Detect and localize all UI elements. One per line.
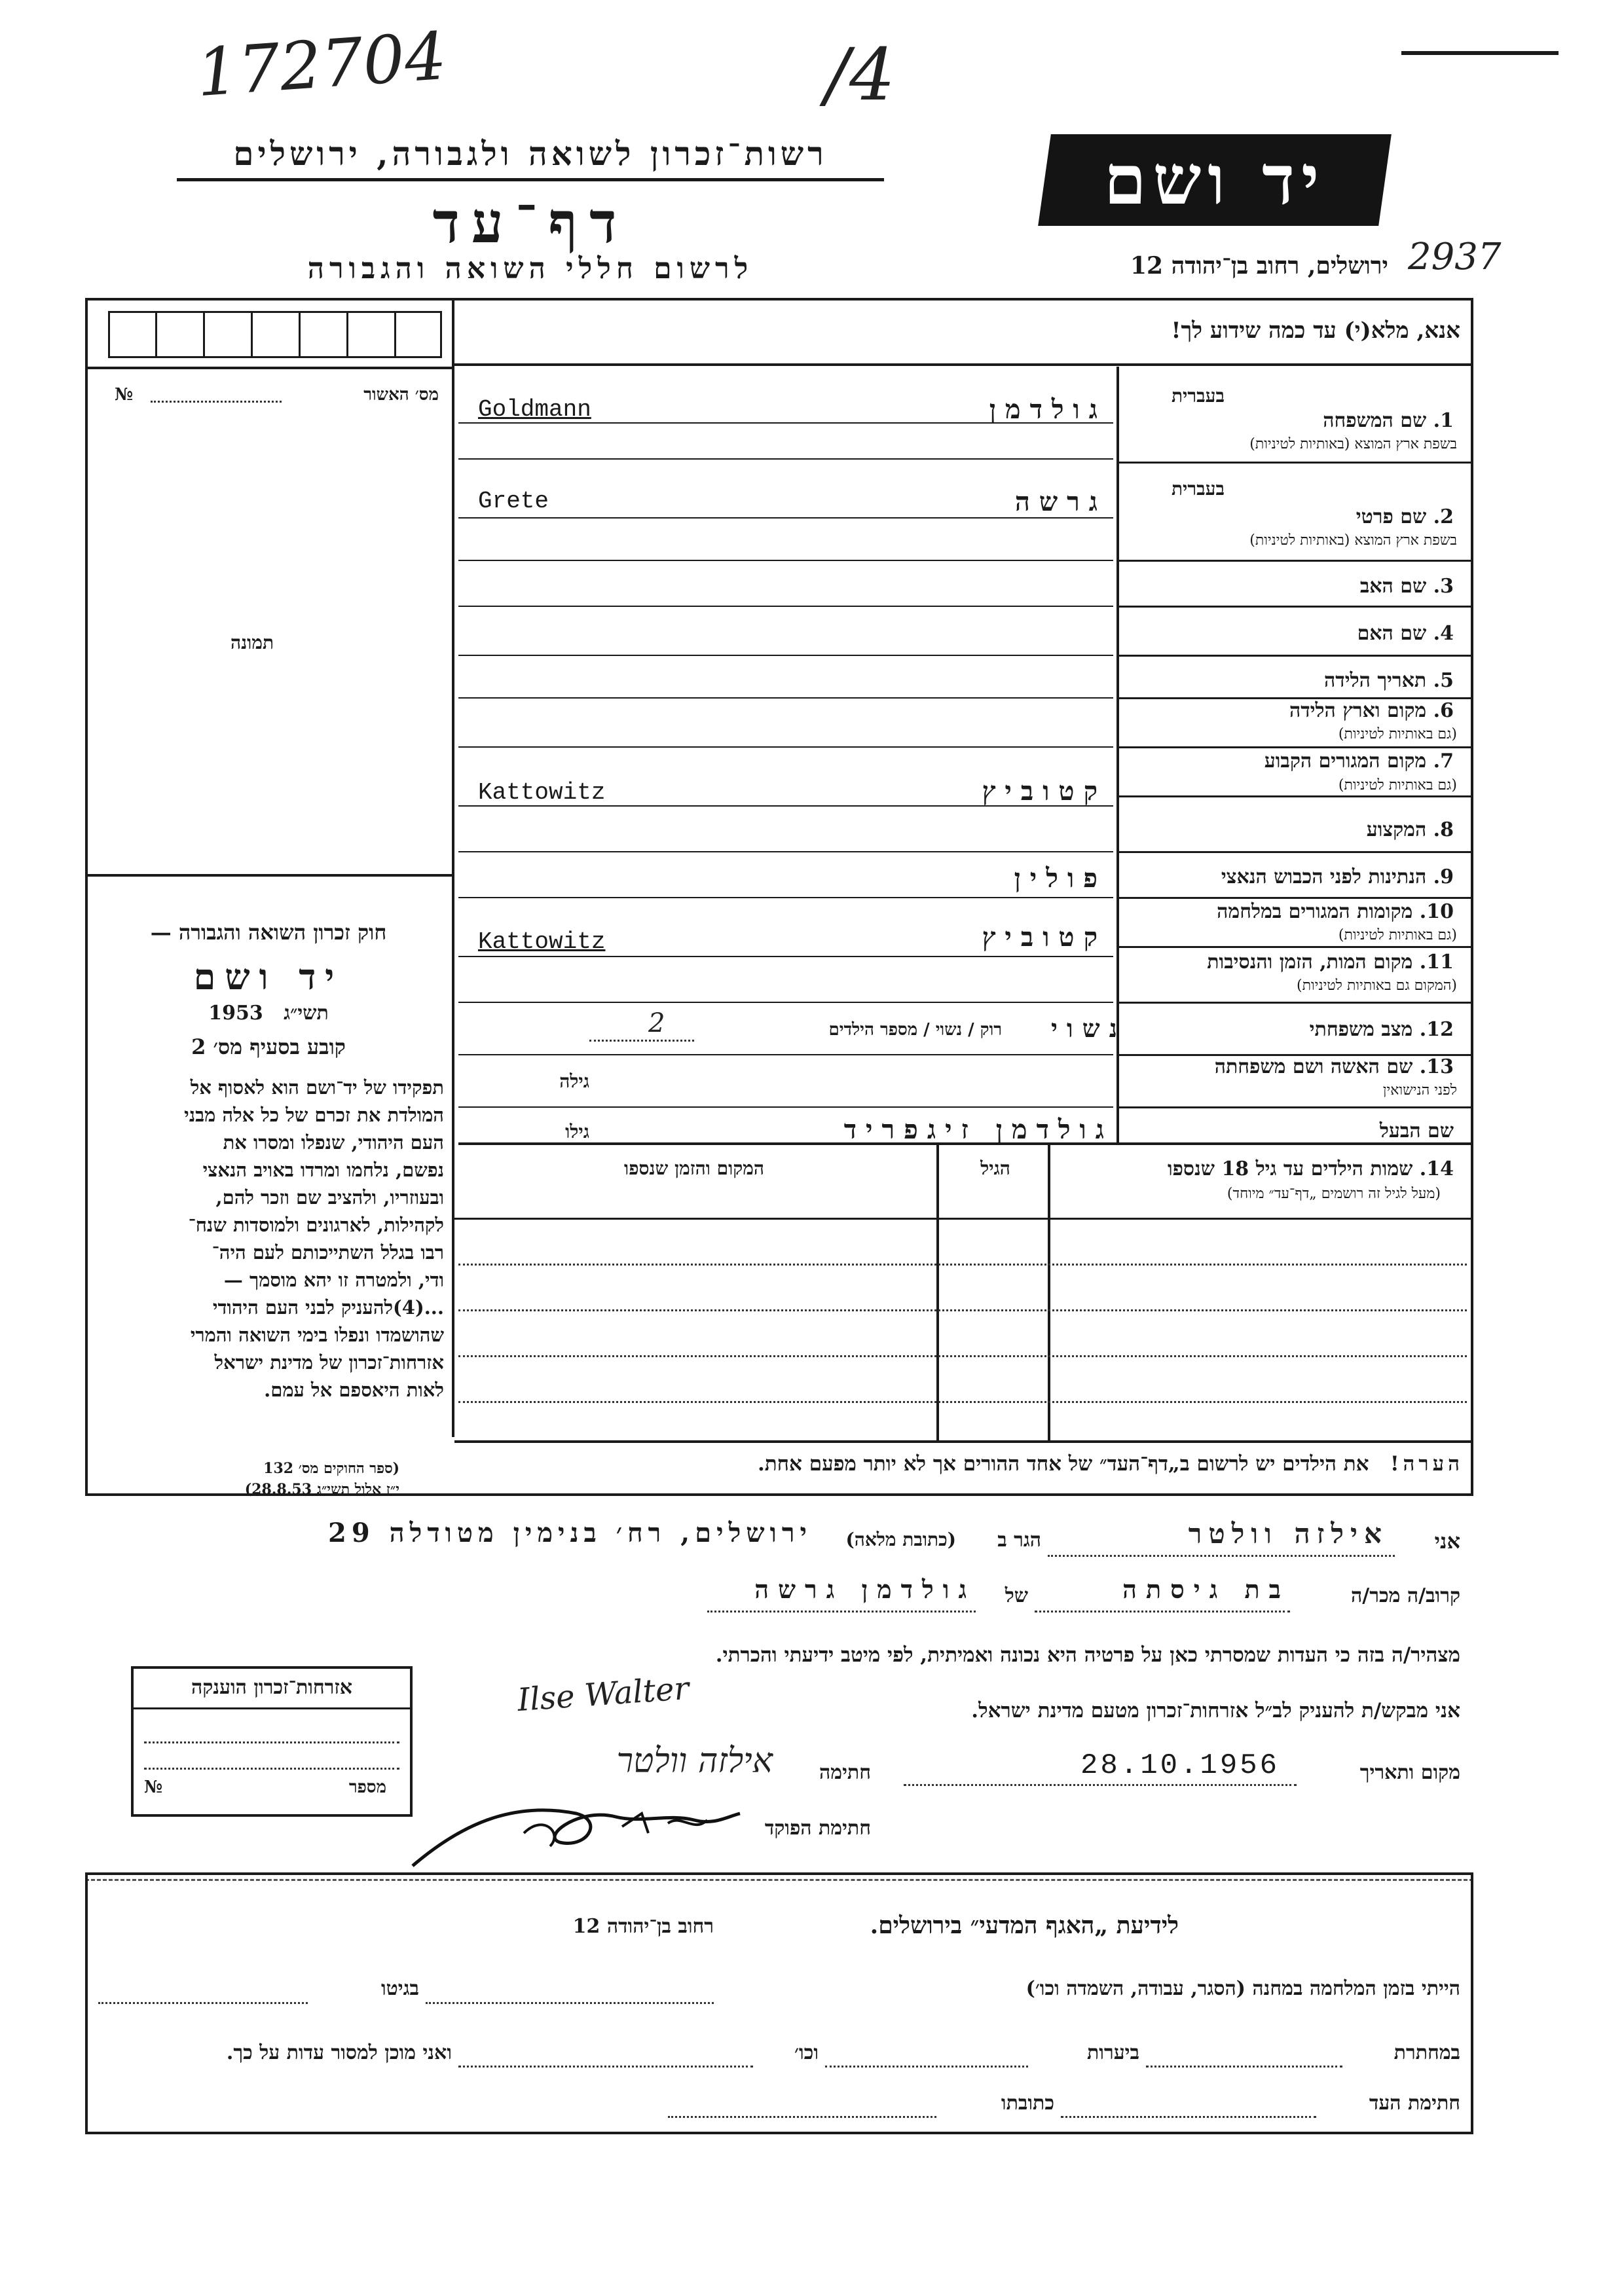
f11-sub: (המקום גם באותיות לטיניות): [1297, 977, 1457, 994]
f1-hebrew-tag: בעברית: [1171, 385, 1225, 407]
table-col-divider: [1048, 1145, 1050, 1443]
f9-value-he[interactable]: פולין: [1014, 863, 1107, 894]
camp-field[interactable]: [426, 2002, 714, 2004]
handwritten-page-mark: /4: [825, 33, 896, 117]
citizenship-number-label: מספר: [348, 1777, 386, 1797]
decl-statement: מצהיר/ה בזה כי העדות שמסרתי כאן על פרטיה היא נכונה ואמיתית, לפי מיטב ידיעתי והכרתי.: [715, 1643, 1460, 1667]
row-separator: [1119, 655, 1473, 657]
approval-boxes: [108, 311, 442, 358]
husband-label: שם הבעל: [1379, 1120, 1454, 1142]
law-text-line: שהושמדו ונפלו בימי השואה והמרי: [190, 1324, 444, 1346]
law-title: חוק זכרון השואה והגבורה —: [150, 920, 387, 945]
etc-field[interactable]: [458, 2066, 753, 2068]
f10-value-latin[interactable]: Kattowitz: [478, 928, 606, 955]
row-separator: [1119, 560, 1473, 562]
f10-sub: (גם באותיות לטיניות): [1338, 927, 1457, 943]
decl-signature-label: חתימה: [819, 1761, 871, 1784]
value-line: [458, 956, 1113, 957]
f2-label: 2. שם פרטי: [1356, 505, 1454, 528]
f2-hebrew-tag: בעברית: [1171, 478, 1225, 500]
handwritten-side-number: 2937: [1408, 236, 1502, 278]
row-separator: [1119, 851, 1473, 853]
f1-value-he[interactable]: גולדמן: [989, 394, 1107, 425]
f12-children[interactable]: 2: [648, 1008, 665, 1038]
decl-signature[interactable]: אילזה וולטר: [616, 1741, 773, 1781]
f1-sub: בשפת ארץ המוצא (באותיות לטיניות): [1249, 436, 1457, 452]
bottom-address: רחוב בן־יהודה 12: [572, 1915, 714, 1938]
table-col-divider: [936, 1145, 939, 1443]
value-line: [458, 1106, 1113, 1108]
f2-sub: בשפת ארץ המוצא (באותיות לטיניות): [1249, 532, 1457, 549]
decl-relation[interactable]: בת גיסתה: [1122, 1575, 1290, 1604]
form-title: דף־עד: [432, 190, 629, 256]
bottom-line2-c: וכו׳: [794, 2041, 819, 2064]
officer-signature: [406, 1787, 747, 1879]
f4-label: 4. שם האם: [1357, 622, 1454, 645]
value-line: [458, 458, 1113, 460]
f13-label: 13. שם האשה ושם משפחתה: [1214, 1055, 1454, 1078]
value-line: [458, 517, 1113, 519]
value-line: [458, 897, 1113, 898]
note-divider: [454, 1440, 1473, 1443]
row-separator: [1119, 746, 1473, 748]
left-column-divider: [452, 298, 454, 1142]
bottom-line3-b: כתובתו: [1001, 2092, 1054, 2115]
note-label: הערה!: [1390, 1452, 1464, 1476]
decl-of-line: [707, 1611, 976, 1613]
law-text: [97, 1074, 444, 1404]
f13-age-label: גילה: [559, 1070, 589, 1092]
decl-name-line: [1048, 1555, 1395, 1557]
f5-label: 5. תאריך הלידה: [1324, 669, 1454, 692]
decl-relative-label: קרוב/ה מכר/ה: [1351, 1584, 1460, 1607]
row-separator: [1119, 1106, 1473, 1108]
law-text-line: המולדת את זכרם של כל אלה מבני: [184, 1104, 444, 1126]
row-separator: [1119, 897, 1473, 899]
authority-name: רשות־זכרון לשואה ולגבורה, ירושלים: [233, 134, 828, 173]
table-row[interactable]: [458, 1264, 1467, 1266]
law-source-2: י״ז אלול תשי״ג 28.8.53): [244, 1481, 399, 1498]
value-line: [458, 746, 1113, 748]
decl-place-date-label: מקום ותאריך: [1359, 1761, 1460, 1784]
f10-label: 10. מקומות המגורים במלחמה: [1217, 900, 1454, 923]
instruction-text: אנא, מלא(י) עד כמה שידוע לך!: [1171, 318, 1460, 344]
value-line: [458, 606, 1113, 607]
row-separator: [1119, 946, 1473, 948]
law-text-line: אזרחות־זכרון של מדינת ישראל: [214, 1351, 444, 1374]
f10-value-he[interactable]: קטוביץ: [982, 922, 1107, 953]
corner-stroke: [1401, 51, 1559, 55]
ghetto-field[interactable]: [98, 2002, 308, 2004]
underground-field[interactable]: [1146, 2066, 1342, 2068]
instruction-divider: [452, 363, 1473, 366]
decl-of-label: של: [1005, 1584, 1028, 1607]
row-separator: [1119, 462, 1473, 464]
address-line: ירושלים, רחוב בן־יהודה 12: [1130, 252, 1388, 280]
f1-label: 1. שם המשפחה: [1323, 409, 1454, 432]
photo-area: [98, 419, 439, 864]
f12-label: 12. מצב משפחתי: [1309, 1018, 1454, 1041]
f2-value-he[interactable]: גרשה: [1014, 486, 1107, 517]
citizenship-title-line: [131, 1707, 413, 1709]
husband-value-he[interactable]: גולדמן זיגפריד: [843, 1114, 1113, 1145]
bottom-line1-b: בגיטו: [380, 1977, 419, 2000]
note-text: את הילדים יש לרשום ב„דף־העד״ של אחד ההורים אך לא יותר מפעם אחת.: [757, 1452, 1369, 1476]
decl-relation-line: [1035, 1611, 1290, 1613]
law-year: 1953: [208, 1002, 263, 1025]
form-subtitle: לרשום חללי השואה והגבורה: [307, 252, 754, 285]
decl-date-line: [904, 1784, 1297, 1786]
f12-value-he[interactable]: נשוי: [1051, 1013, 1126, 1043]
bottom-line3-a: חתימת העד: [1369, 2092, 1460, 2115]
witness-signature-field[interactable]: [1061, 2116, 1316, 2118]
table-row[interactable]: [458, 1355, 1467, 1357]
f14-col-place: המקום והזמן שנספו: [624, 1157, 764, 1179]
law-text-line: לקהילות, לארגונים ולמוסדות שנח־: [188, 1214, 444, 1236]
law-name: יד ושם: [193, 956, 344, 998]
f14-label: 14. שמות הילדים עד גיל 18 שנספו: [1167, 1157, 1454, 1180]
value-line: [458, 697, 1113, 699]
law-clause: קובע בסעיף מס׳ 2: [191, 1034, 346, 1059]
f6-sub: (גם באותיות לטיניות): [1338, 726, 1457, 742]
decl-request: אני מבקש/ת להעניק לב״ל אזרחות־זכרון מטעם מדינת ישראל.: [971, 1699, 1460, 1722]
approval-number-field[interactable]: [151, 401, 282, 403]
row-separator: [1119, 606, 1473, 608]
law-text-line: נפשם, נלחמו ומרדו באויב הנאצי: [202, 1159, 444, 1181]
law-text-line: ובעוזריו, ולהציב שם וזכר להם,: [215, 1186, 444, 1209]
law-text-line: העם היהודי, שנפלו ומסרו את: [223, 1131, 444, 1154]
f7-value-latin[interactable]: Kattowitz: [478, 779, 606, 806]
decl-officer-label: חתימת הפוקד: [764, 1817, 871, 1840]
citizenship-no: №: [144, 1777, 163, 1797]
table-row[interactable]: [458, 1309, 1467, 1311]
decl-resident-label: הגר ב: [997, 1529, 1041, 1552]
decl-address[interactable]: ירושלים, רח׳ בנימין מטודלה 29: [328, 1518, 812, 1548]
authority-underline: [177, 178, 884, 181]
husband-age-label: גילו: [565, 1121, 589, 1142]
bottom-line2-d: ואני מוכן למסור עדות על כך.: [226, 2041, 452, 2064]
note-line: [465, 1452, 1464, 1476]
bottom-title: לידיעת „האגף המדעי״ בירושלים.: [870, 1912, 1179, 1939]
bottom-line2-a: במחתרת: [1393, 2041, 1460, 2064]
children-count-field[interactable]: [589, 1040, 694, 1042]
f7-value-he[interactable]: קטוביץ: [982, 776, 1107, 807]
decl-date[interactable]: 28.10.1956: [1080, 1749, 1280, 1782]
approval-divider: [85, 367, 452, 369]
bottom-line2-b: ביערות: [1086, 2041, 1139, 2064]
law-text-line: תפקידו של יד־ושם הוא לאסוף אל: [190, 1076, 444, 1099]
f8-label: 8. המקצוע: [1366, 818, 1454, 841]
f7-sub: (גם באותיות לטיניות): [1338, 777, 1457, 793]
row-separator: [1119, 795, 1473, 797]
f12-options: רוק / נשוי / מספר הילדים: [828, 1020, 1002, 1040]
yad-vashem-logo: [1038, 134, 1392, 226]
f6-label: 6. מקום וארץ הלידה: [1289, 699, 1454, 722]
value-line: [458, 1002, 1113, 1003]
bottom-line1-a: הייתי בזמן המלחמה במחנה (הסגר, עבודה, השמדה וכו׳): [1025, 1977, 1460, 2000]
value-line: [458, 1054, 1113, 1055]
f14-sub: (מעל לגיל זה רושמים „דף־עד״ מיוחד): [1227, 1186, 1441, 1202]
citizenship-field[interactable]: [144, 1741, 399, 1743]
law-source-1: (ספר החוקים מס׳ 132: [263, 1460, 399, 1477]
law-year-heb: תשי״ג: [284, 1002, 329, 1025]
witness-address-field[interactable]: [668, 2116, 936, 2118]
decl-name[interactable]: אילזה וולטר: [1188, 1518, 1388, 1550]
value-line: [458, 560, 1113, 561]
handwritten-file-number: 172704: [194, 17, 449, 112]
value-line: [458, 655, 1113, 656]
f3-label: 3. שם האב: [1359, 575, 1454, 598]
value-line: [458, 851, 1113, 852]
left-column-divider-lower: [452, 1142, 454, 1437]
table-row[interactable]: [458, 1401, 1467, 1403]
approval-no-sign: №: [115, 385, 134, 405]
law-text-line: ...(4)להעניק לבני העם היהודי: [212, 1296, 444, 1319]
decl-of-name[interactable]: גולדמן גרשה: [754, 1575, 976, 1604]
law-divider: [85, 874, 452, 877]
law-text-line: רבו בגלל השתייכותם לעם היה־: [212, 1241, 444, 1264]
row-separator: [1119, 1002, 1473, 1004]
approval-label: מס׳ האשור: [363, 385, 439, 405]
signature-latin[interactable]: Ilse Walter: [516, 1669, 691, 1719]
f11-label: 11. מקום המות, הזמן והנסיבות: [1207, 951, 1454, 974]
citizenship-title: אזרחות־זכרון הוענקה: [191, 1676, 353, 1699]
citizenship-field[interactable]: [144, 1768, 399, 1770]
law-text-line: ודי, ולמטרה זו יהא מוסמך —: [223, 1269, 444, 1291]
decl-i-label: אני: [1434, 1529, 1460, 1554]
f9-label: 9. הנתינות לפני הכבוש הנאצי: [1221, 866, 1454, 888]
law-year-line: [98, 1002, 439, 1025]
f7-label: 7. מקום המגורים הקבוע: [1264, 750, 1454, 773]
logo-text: יד ושם: [1103, 139, 1326, 220]
f2-value-latin[interactable]: Grete: [478, 488, 549, 515]
law-text-line: לאות היאספם אל עמם.: [264, 1379, 444, 1401]
table-header-line: [454, 1218, 1473, 1220]
f14-col-age: הגיל: [980, 1157, 1010, 1179]
decl-address-label: (כתובת מלאה): [845, 1529, 956, 1550]
f1-value-latin[interactable]: Goldmann: [478, 396, 591, 423]
forests-field[interactable]: [825, 2066, 1028, 2068]
f13-sub: לפני הנישואין: [1382, 1082, 1457, 1099]
photo-label: תמונה: [230, 632, 274, 653]
